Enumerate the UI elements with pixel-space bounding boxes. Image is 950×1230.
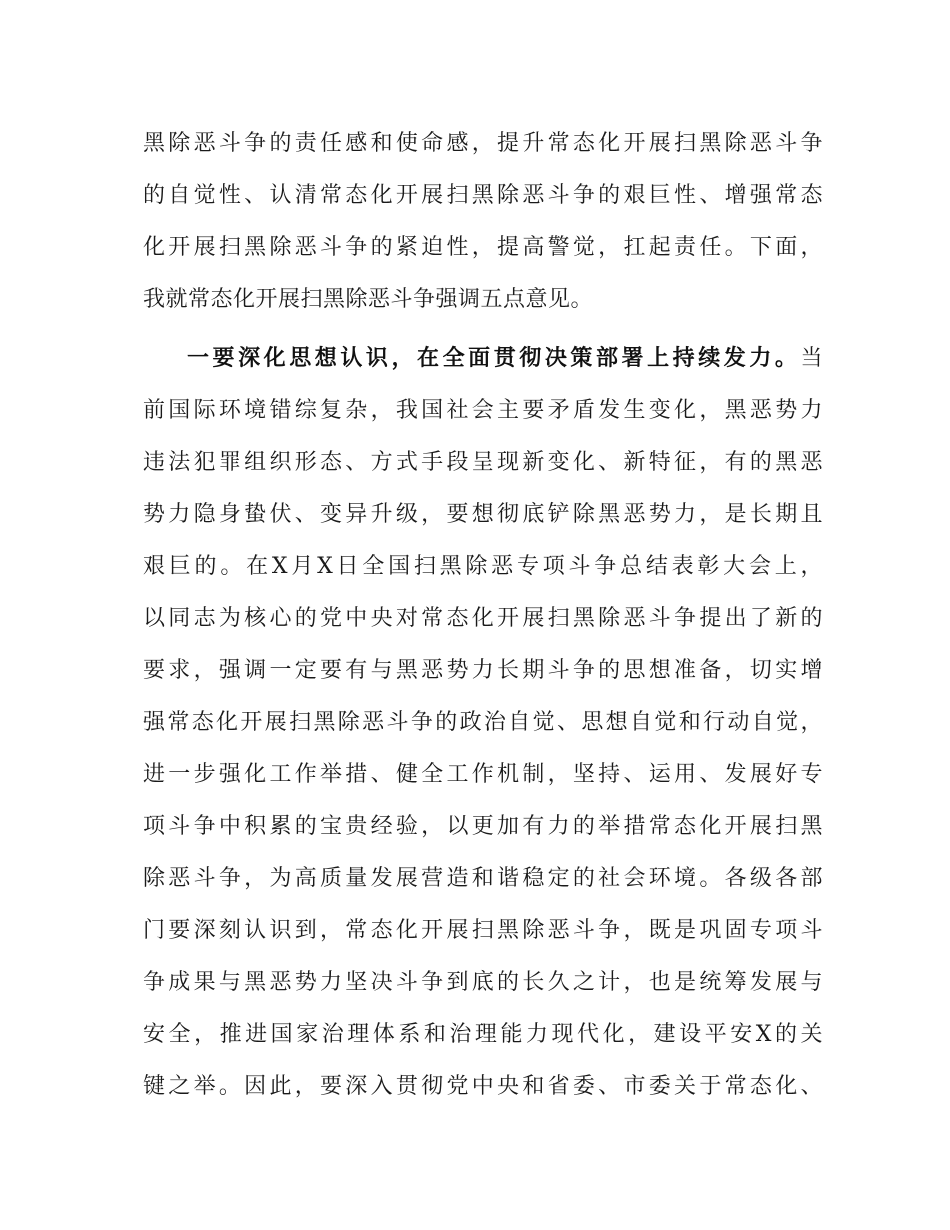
text-line: 我就常态化开展扫黑除恶斗争强调五点意见。 — [143, 287, 594, 312]
text-line: 键之举。因此，要深入贯彻党中央和省委、市委关于常态化、 — [143, 1074, 823, 1099]
text-line: 安全，推进国家治理体系和治理能力现代化，建设平安X的关 — [143, 1022, 823, 1047]
text-line: 进一步强化工作举措、健全工作机制，坚持、运用、发展好专 — [143, 762, 823, 787]
text-line: 势力隐身蛰伏、变异升级，要想彻底铲除黑恶势力，是长期且 — [143, 502, 823, 527]
text-line: 门要深刻认识到，常态化开展扫黑除恶斗争，既是巩固专项斗 — [143, 918, 823, 943]
text-line: 项斗争中积累的宝贵经验，以更加有力的举措常态化开展扫黑 — [143, 814, 823, 839]
text-line: 前国际环境错综复杂，我国社会主要矛盾发生变化，黑恶势力 — [143, 398, 823, 423]
text-line: 化开展扫黑除恶斗争的紧迫性，提高警觉，扛起责任。下面， — [143, 235, 823, 260]
paragraph-1 — [143, 118, 823, 326]
text-line: 的自觉性、认清常态化开展扫黑除恶斗争的艰巨性、增强常态 — [143, 183, 823, 208]
text-line: 要求，强调一定要有与黑恶势力长期斗争的思想准备，切实增 — [143, 658, 823, 683]
paragraph-2 — [143, 333, 823, 1113]
text-line: 以同志为核心的党中央对常态化开展扫黑除恶斗争提出了新的 — [143, 606, 823, 631]
heading-line — [143, 333, 823, 385]
text-line: 强常态化开展扫黑除恶斗争的政治自觉、思想自觉和行动自觉， — [143, 710, 823, 735]
text-line: 违法犯罪组织形态、方式手段呈现新变化、新特征，有的黑恶 — [143, 450, 823, 475]
text-line: 争成果与黑恶势力坚决斗争到底的长久之计，也是统筹发展与 — [143, 970, 823, 995]
text-line: 黑除恶斗争的责任感和使命感，提升常态化开展扫黑除恶斗争 — [143, 131, 823, 156]
heading-line-rest: 当 — [800, 346, 823, 371]
text-line: 除恶斗争，为高质量发展营造和谐稳定的社会环境。各级各部 — [143, 866, 823, 891]
section-heading: 一要深化思想认识，在全面贯彻决策部署上持续发力。 — [187, 346, 801, 371]
text-line: 艰巨的。在X月X日全国扫黑除恶专项斗争总结表彰大会上， — [143, 554, 823, 579]
